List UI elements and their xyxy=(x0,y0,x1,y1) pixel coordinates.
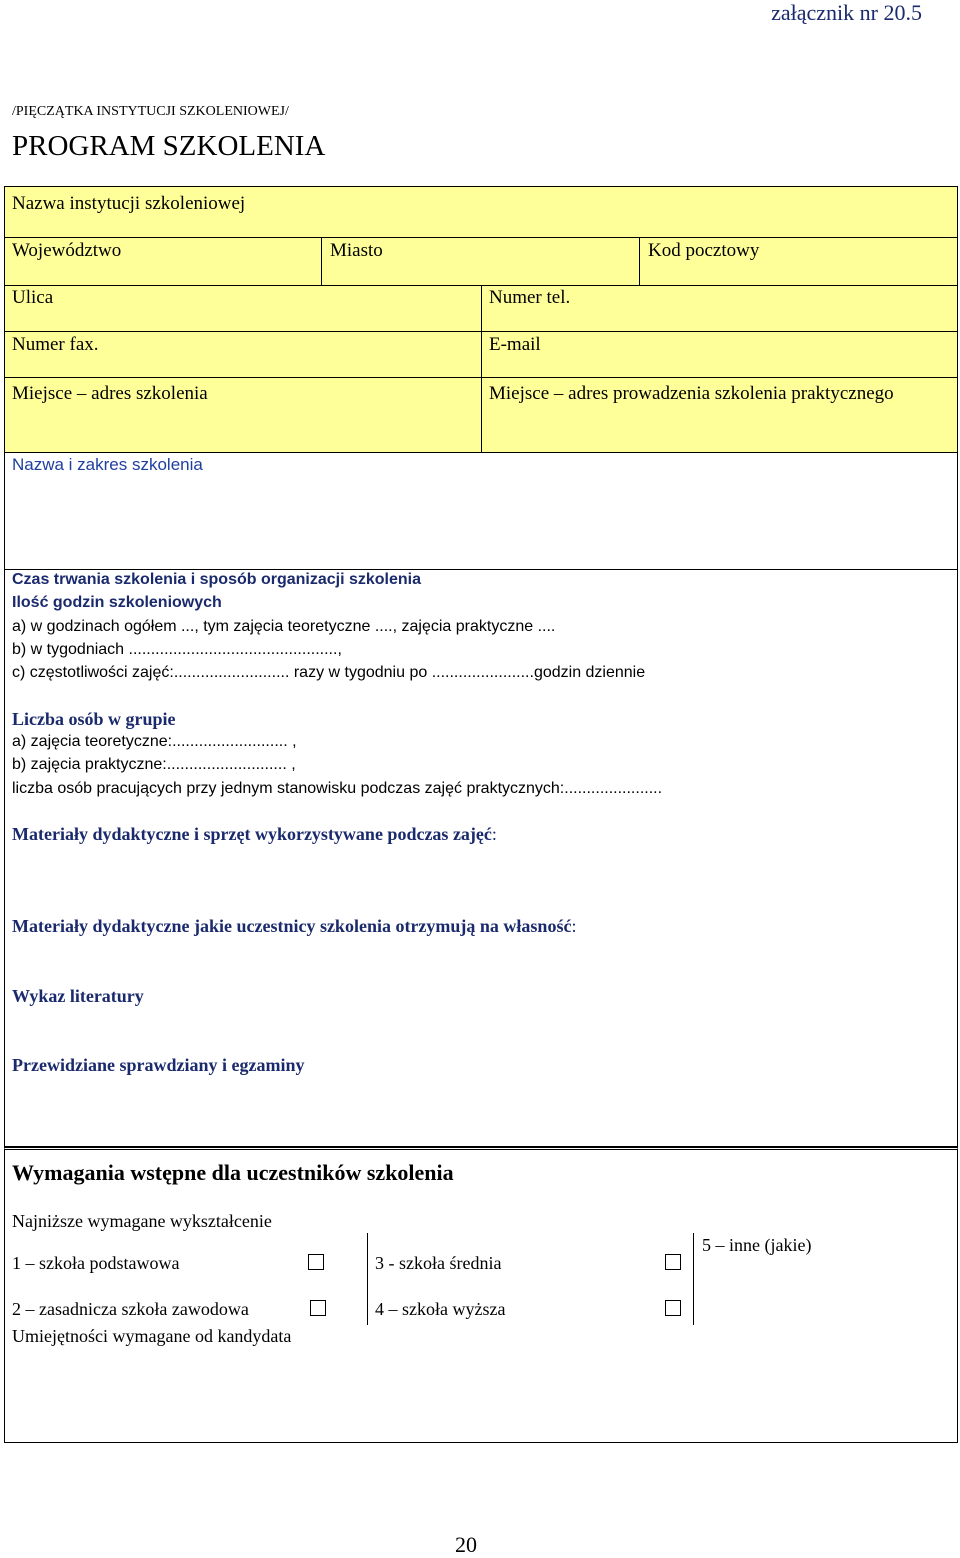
education-label: Najniższe wymagane wykształcenie xyxy=(12,1211,272,1231)
hours-total-line[interactable]: a) w godzinach ogółem ..., tym zajęcia teoretyczne ...., zajęcia praktyczne .... xyxy=(12,618,556,635)
hours-frequency-line[interactable]: c) częstotliwości zajęć:.......................... razy w tygodniu po .......................godzin dziennie xyxy=(12,664,646,681)
annex-label: załącznik nr 20.5 xyxy=(771,0,922,25)
city-field[interactable]: Miasto xyxy=(330,240,383,261)
checkbox-vocational[interactable] xyxy=(310,1300,326,1316)
institution-name-field[interactable]: Nazwa instytucji szkoleniowej xyxy=(12,193,246,214)
education-option-primary: 1 – szkoła podstawowa xyxy=(12,1253,180,1273)
phone-field[interactable]: Numer tel. xyxy=(489,287,571,308)
group-workstation-line[interactable]: liczba osób pracujących przy jednym stanowisku podczas zajęć praktycznych:...................... xyxy=(12,780,663,797)
checkbox-primary[interactable] xyxy=(308,1254,324,1270)
practical-location-field[interactable]: Miejsce – adres prowadzenia szkolenia praktycznego xyxy=(489,383,894,404)
education-option-vocational: 2 – zasadnicza szkoła zawodowa xyxy=(12,1299,249,1319)
email-field[interactable]: E-mail xyxy=(489,334,541,355)
province-field[interactable]: Województwo xyxy=(12,240,122,261)
training-location-field[interactable]: Miejsce – adres szkolenia xyxy=(12,383,208,404)
institution-stamp: /PIĘCZĄTKA INSTYTUCJI SZKOLENIOWEJ/ xyxy=(12,104,289,119)
postal-code-field[interactable]: Kod pocztowy xyxy=(648,240,760,261)
materials-used-label[interactable]: Materiały dydaktyczne i sprzęt wykorzystywane podczas zajęć: xyxy=(12,824,497,844)
group-practice-line[interactable]: b) zajęcia praktyczne:........................... , xyxy=(12,756,296,773)
checkbox-secondary[interactable] xyxy=(665,1254,681,1270)
hours-weeks-line[interactable]: b) w tygodniach ..............................................., xyxy=(12,641,342,658)
page-number: 20 xyxy=(455,1532,477,1557)
education-option-other: 5 – inne (jakie) xyxy=(702,1235,812,1255)
fax-field[interactable]: Numer fax. xyxy=(12,334,99,355)
duration-title: Czas trwania szkolenia i sposób organizacji szkolenia xyxy=(12,571,422,588)
hours-title: Ilość godzin szkoleniowych xyxy=(12,594,222,611)
literature-label[interactable]: Wykaz literatury xyxy=(12,986,144,1006)
exams-label[interactable]: Przewidziane sprawdziany i egzaminy xyxy=(12,1055,305,1075)
skills-label[interactable]: Umiejętności wymagane od kandydata xyxy=(12,1326,292,1346)
education-option-higher: 4 – szkoła wyższa xyxy=(375,1299,506,1319)
street-field[interactable]: Ulica xyxy=(12,287,54,308)
materials-own-label[interactable]: Materiały dydaktyczne jakie uczestnicy szkolenia otrzymują na własność: xyxy=(12,916,577,936)
requirements-title: Wymagania wstępne dla uczestników szkolenia xyxy=(12,1160,454,1185)
group-title: Liczba osób w grupie xyxy=(12,709,176,729)
page-title: PROGRAM SZKOLENIA xyxy=(12,130,326,162)
group-theory-line[interactable]: a) zajęcia teoretyczne:.......................... , xyxy=(12,733,297,750)
requirements-box xyxy=(4,1147,958,1443)
checkbox-higher[interactable] xyxy=(665,1300,681,1316)
name-scope-label: Nazwa i zakres szkolenia xyxy=(12,455,203,474)
education-option-secondary: 3 - szkoła średnia xyxy=(375,1253,502,1273)
